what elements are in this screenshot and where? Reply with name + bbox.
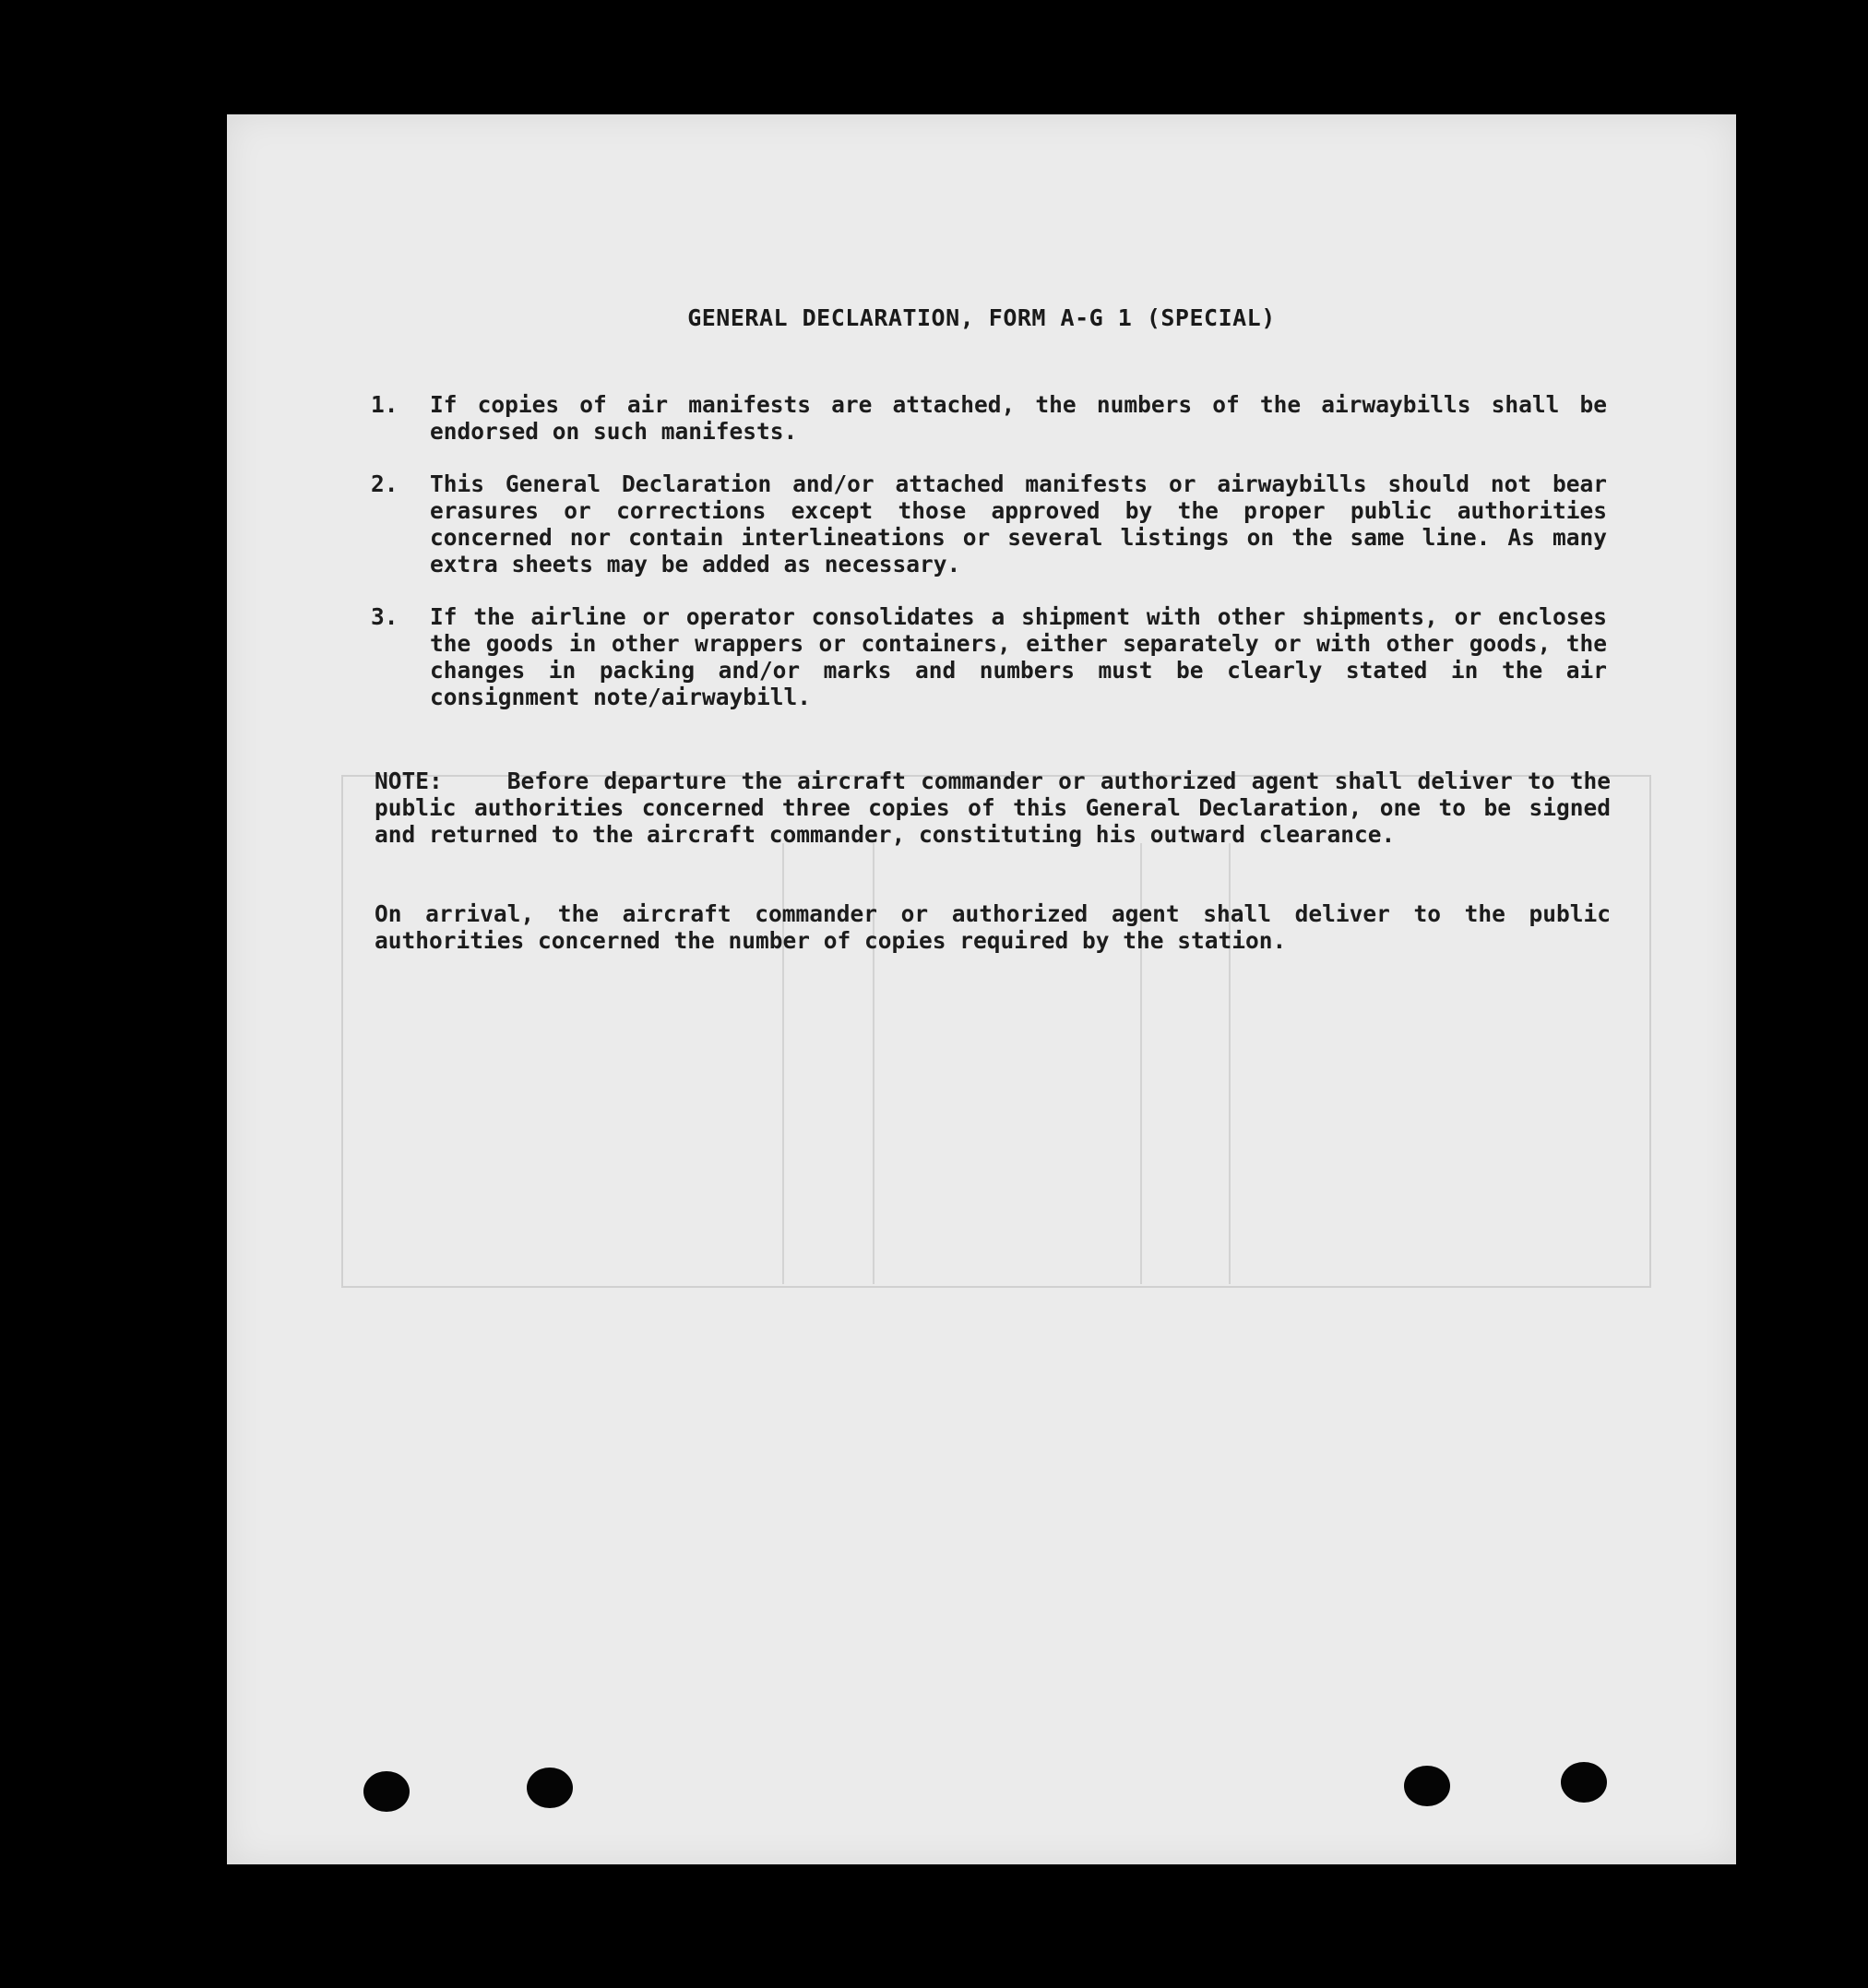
note-label: NOTE: [375,768,443,794]
punch-hole [363,1771,410,1812]
item-number: 2. [371,470,399,497]
note-text: Before departure the aircraft commander or authorized agent shall deliver to the public authorities concerned three copies of this General Declaration, one to be signed and returned to the aircraft commander, constituting his outward clearance. [375,768,1611,848]
item-text: If the airline or operator consolidates a shipment with other shipments, or encloses the goods in other wrappers or containers, either separately or with other goods, the changes in packing and/or marks and numbers must be clearly stated in the air consignment note/airwaybill. [430,603,1607,710]
item-text: This General Declaration and/or attached manifests or airwaybills should not bear erasures or corrections except those approved by the proper public authorities concerned nor contain interlineations or several listings on the same line. As many extra sheets may be added as necessary. [430,470,1607,577]
list-item [371,470,1607,577]
item-number: 1. [371,391,399,418]
reverse-side-show-through [341,775,1651,1288]
punch-hole [1561,1762,1607,1803]
punch-hole [1404,1766,1450,1806]
page-title: GENERAL DECLARATION, FORM A-G 1 (SPECIAL) [687,304,1276,331]
punch-hole [527,1768,573,1808]
list-item [371,603,1607,710]
note-paragraph [375,768,1611,848]
arrival-paragraph: On arrival, the aircraft commander or authorized agent shall deliver to the public authorities concerned the number of copies required by the station. [375,900,1611,954]
document-page [227,114,1736,1864]
item-number: 3. [371,603,399,630]
item-text: If copies of air manifests are attached, the numbers of the airwaybills shall be endorsed on such manifests. [430,391,1607,445]
list-item [371,391,1607,445]
